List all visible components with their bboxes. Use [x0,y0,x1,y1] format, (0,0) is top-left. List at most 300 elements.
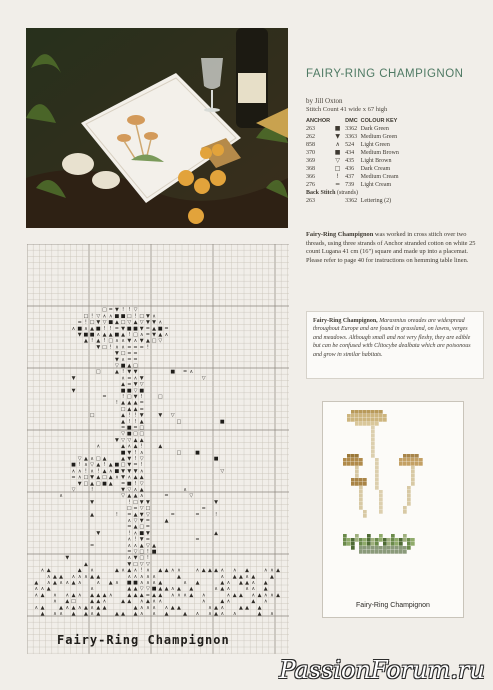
chart-symbol: ■ [126,425,132,431]
chart-symbol: ∧ [133,567,138,574]
stitch-pixel [375,538,379,542]
chart-symbol: ▽ [158,338,163,345]
chart-symbol: ∧ [108,592,113,599]
chart-symbol: = [127,381,132,388]
chart-symbol: ∧ [133,338,138,345]
stitch-pixel [379,498,383,502]
chart-symbol: ! [115,400,118,407]
chart-symbol: ∧ [208,611,212,617]
chart-symbol: ! [128,412,131,419]
chart-symbol: ∧ [127,542,132,549]
chart-symbol: ▲ [133,611,138,617]
chart-symbol: ∧ [152,598,156,605]
preview-illustration [323,402,463,597]
chart-symbol: ▲ [245,580,250,586]
stitch-pixel [359,546,363,550]
stitch-pixel [359,490,363,494]
chart-symbol: ▼ [127,456,132,462]
chart-symbol: ■ [213,456,219,462]
stitch-pixel [363,414,367,418]
chart-symbol: ■ [126,580,132,586]
chart-symbol: ▲ [133,319,138,326]
stitch-pixel [379,538,383,542]
chart-symbol: ! [128,332,131,338]
chart-symbol: ∧ [189,369,194,376]
chart-symbol: = [145,518,151,524]
stitch-pixel [367,534,371,538]
chart-symbol: ▲ [127,363,132,369]
chart-symbol: ▲ [158,567,163,574]
chart-symbol: ▲ [121,381,126,388]
chart-symbol: ∧ [146,604,150,611]
chart-symbol: ∧ [220,611,225,617]
stitch-pixel [375,474,379,478]
stitch-pixel [359,458,363,462]
chart-symbol: ▲ [121,418,126,425]
stitch-pixel [379,534,383,538]
stitch-pixel [399,538,403,542]
chart-symbol: ▲ [139,418,144,425]
chart-symbol: □ [95,456,101,462]
anchor-code: 369 [306,158,315,164]
chart-symbol: ∧ [251,580,256,586]
chart-symbol: ■ [151,549,157,555]
chart-symbol: ▽ [189,493,194,500]
stitch-pixel [391,534,395,538]
stitch-pixel [407,462,411,466]
chart-symbol: □ [126,394,132,400]
chart-symbol: ! [134,480,137,487]
chart-symbol: ■ [120,363,126,369]
stitch-pixel [379,414,383,418]
stitch-pixel [411,462,415,466]
stitch-pixel [379,546,383,550]
chart-symbol: □ [108,338,114,345]
chart-symbol: ∧ [133,375,138,382]
chart-symbol: ▲ [139,542,144,549]
chart-symbol: □ [95,369,101,376]
chart-symbol: ▲ [158,592,163,599]
chart-symbol: ∧ [65,604,70,611]
chart-symbol: ▲ [127,400,132,407]
chart-symbol: ∧ [59,493,63,500]
stitch-pixel [347,414,351,418]
chart-symbol: □ [133,431,138,438]
chart-symbol: = [145,592,151,599]
key-row [306,125,402,133]
stitch-pixel [371,538,375,542]
stitch-pixel [387,542,391,546]
colour-name: Dark Green [360,126,389,132]
chart-symbol: ∧ [208,604,212,611]
stitch-pixel [395,538,399,542]
chart-symbol: ▼ [114,437,119,444]
chart-symbol: ∧ [139,573,144,580]
chart-symbol: ▽ [127,319,132,326]
chart-symbol: ▲ [251,573,256,580]
chart-symbol: ▼ [114,356,119,363]
chart-symbol: ∧ [220,567,225,574]
chart-symbol: ▽ [121,431,126,438]
stitch-pixel [355,454,359,458]
chart-symbol: ■ [219,418,225,425]
chart-symbol: ∧ [77,592,82,599]
chart-symbol: ▲ [40,611,45,617]
chart-symbol: ∧ [164,604,169,611]
stitch-pixel [355,538,359,542]
chart-symbol: ▲ [133,604,138,611]
chart-symbol: ∧ [214,586,218,593]
stitch-pixel [347,418,351,422]
chart-symbol: ! [91,487,94,493]
chart-symbol: ∧ [170,586,175,593]
chart-symbol: □ [102,344,107,351]
stitch-pixel [371,542,375,546]
chart-symbol: ∧ [121,375,125,382]
stitch-pixel [411,538,415,542]
instructions-body: was worked in cross stitch over two threads, using three strands of Anchor stranded cotton on white 25 count Lugana 41 cm (16") square and made up into a placemat. Please refer to page 40 for instructions on hemming table linen. [306,231,476,264]
chart-symbol: = [108,307,113,314]
stitch-pixel [359,538,363,542]
chart-symbol: ∧ [139,598,144,605]
chart-symbol: ▲ [108,474,113,481]
chart-symbol: ! [140,394,143,400]
chart-symbol: ▲ [257,611,262,617]
chart-symbol: ▲ [121,443,126,450]
stitch-pixel [371,422,375,426]
key-row [306,157,402,165]
stitch-pixel [363,542,367,546]
chart-symbol: ∧ [115,474,119,481]
chart-symbol: ∧ [84,462,88,469]
chart-symbol: ▲ [133,592,138,599]
stitch-pixel [379,510,383,514]
stitch-symbol: ▽ [335,157,340,164]
stitch-pixel [379,418,383,422]
chart-symbol: ∧ [232,567,237,574]
chart-symbol: ∧ [152,580,156,586]
chart-symbol: ▽ [90,462,95,469]
stitch-pixel [383,538,387,542]
chart-symbol: ∧ [121,356,125,363]
chart-symbol: ▼ [121,474,126,481]
chart-symbol: ▼ [139,511,144,518]
chart-symbol: ▼ [77,332,82,338]
stitch-pixel [415,458,419,462]
stitch-pixel [351,458,355,462]
chart-symbol: ▼ [96,344,101,351]
chart-symbol: ∧ [146,573,150,580]
chart-symbol: ▲ [108,462,113,469]
stitch-pixel [403,454,407,458]
colour-name: Lettering (2) [360,198,392,204]
stitch-pixel [363,514,367,518]
chart-symbol: = [133,462,138,469]
stitch-pixel [355,422,359,426]
chart-symbol: ▲ [114,611,119,617]
chart-symbol: □ [83,313,89,320]
chart-symbol: ▲ [145,338,150,345]
stitch-pixel [371,434,375,438]
chart-symbol: ∧ [133,542,138,549]
chart-symbol: ∧ [115,344,119,351]
chart-symbol: ∧ [183,592,187,599]
stitch-pixel [363,482,367,486]
chart-symbol: ▽ [127,437,132,444]
stitch-symbol: ∧ [335,141,340,148]
chart-symbol: ▽ [139,505,144,512]
chart-symbol: ■ [102,480,107,487]
chart-symbol: ■ [126,387,132,394]
dmc-header: DMC [345,118,358,124]
chart-symbol: ! [134,449,137,456]
colour-name: Dark Cream [360,166,391,172]
chart-symbol: ▲ [189,592,194,599]
stitch-pixel [371,550,375,554]
stitch-pixel [371,454,375,458]
chart-symbol: □ [139,313,145,320]
chart-symbol: ▲ [189,586,194,593]
chart-symbol: ∧ [84,325,88,332]
chart-symbol: ▲ [170,604,175,611]
chart-symbol: ▲ [121,400,126,407]
chart-symbol: ▲ [102,592,107,599]
chart-symbol: ! [78,462,81,469]
chart-symbol: ▼ [133,468,138,475]
chart-symbol: ▲ [59,604,64,611]
chart-symbol: ▼ [145,530,150,537]
chart-symbol: ∧ [127,474,132,481]
chart-symbol: □ [151,338,157,345]
chart-symbol: ▲ [133,400,138,407]
chart-symbol: ▲ [164,586,169,593]
chart-symbol: ▽ [133,518,138,524]
chart-symbol: ∧ [40,586,45,593]
stitch-pixel [407,538,411,542]
chart-symbol: ▼ [145,499,150,506]
chart-symbol: = [127,344,132,351]
chart-symbol: ∧ [177,567,181,574]
chart-symbol: ▲ [263,580,268,586]
chart-symbol: ▲ [96,338,101,345]
chart-symbol: = [133,356,138,363]
chart-symbol: ▼ [96,530,101,537]
chart-symbol: ▲ [263,586,268,593]
chart-symbol: ▲ [121,611,126,617]
chart-symbol: ▼ [127,449,132,456]
chart-symbol: ! [140,443,143,450]
stitch-pixel [411,454,415,458]
chart-symbol: □ [133,332,138,338]
chart-symbol: ▼ [158,412,163,419]
chart-symbol: ▲ [269,573,274,580]
chart-symbol: □ [120,319,126,326]
stitch-pixel [359,550,363,554]
chart-symbol: ∧ [65,592,70,599]
chart-symbol: ▼ [152,319,157,326]
chart-symbol: ▽ [114,363,119,369]
stitch-pixel [351,454,355,458]
stitch-pixel [407,502,411,506]
stitch-pixel [343,462,347,466]
chart-symbol: ▲ [176,604,181,611]
chart-symbol: ▲ [214,604,219,611]
stitch-pixel [371,426,375,430]
species-note-box [306,311,484,379]
chart-symbol: □ [83,474,89,481]
chart-symbol: □ [139,524,145,531]
chart-symbol: = [145,325,151,332]
chart-symbol: ▲ [158,443,163,450]
chart-symbol: ! [103,338,106,345]
chart-symbol: ∧ [133,530,138,537]
stitch-pixel [355,418,359,422]
anchor-code: 263 [306,198,315,204]
chart-symbol: ▽ [121,493,126,500]
chart-symbol: = [120,480,126,487]
chart-symbol: ▲ [133,406,138,413]
chart-symbol: ▼ [133,555,138,562]
stitch-pixel [407,494,411,498]
stitch-pixel [379,506,383,510]
chart-symbol: ▲ [71,580,76,586]
chart-symbol: ▽ [71,487,76,493]
stitch-pixel [359,542,363,546]
chart-symbol: ▲ [152,325,157,332]
stitch-pixel [411,478,415,482]
chart-symbol: ▼ [139,412,144,419]
chart-symbol: □ [120,406,126,413]
stitch-pixel [355,414,359,418]
chart-symbol: ▽ [133,549,138,555]
chart-symbol: ∧ [226,598,231,605]
chart-symbol: = [77,319,82,326]
chart-symbol: ▽ [96,313,101,320]
chart-symbol: ∧ [90,604,94,611]
chart-symbol: ▲ [214,567,219,574]
chart-symbol: ▲ [127,598,132,605]
chart-symbol: ■ [120,387,126,394]
chart-symbol: ▲ [176,586,181,593]
chart-symbol: ▽ [170,412,175,419]
stitch-pixel [407,542,411,546]
key-row [306,133,402,141]
stitch-pixel [359,462,363,466]
chart-symbol: ∧ [251,586,256,593]
chart-symbol: ∧ [34,604,39,611]
stitch-pixel [383,418,387,422]
chart-symbol: ▲ [232,592,237,599]
colour-key-header-label: COLOUR KEY [360,118,398,124]
dmc-code: 435 [345,158,355,164]
chart-symbol: ! [91,338,94,345]
chart-symbol: = [145,524,151,531]
chart-symbol: ∧ [245,573,249,580]
chart-symbol: = [114,325,120,332]
chart-symbol: ■ [89,332,95,338]
chart-symbol: ▲ [139,474,144,481]
stitch-count: Stitch Count 41 wide x 67 high [306,106,388,113]
chart-symbol: ∧ [139,580,144,586]
stitch-pixel [375,478,379,482]
stitch-symbol: □ [334,165,341,172]
chart-symbol: ▲ [276,592,281,599]
chart-symbol: ∧ [139,449,144,456]
chart-symbol: ▼ [139,338,144,345]
chart-symbol: ∧ [77,474,82,481]
chart-symbol: ▼ [139,325,144,332]
chart-symbol: ▲ [133,524,138,531]
chart-symbol: = [201,505,206,512]
key-row [306,165,402,173]
stitch-pixel [343,534,347,538]
chart-symbol: ∧ [195,611,200,617]
colour-key-table [306,117,402,205]
instructions-paragraph [306,231,478,265]
stitch-pixel [347,458,351,462]
chart-symbol: ▲ [276,567,281,574]
stitch-pixel [351,462,355,466]
chart-symbol: ▲ [102,468,107,475]
chart-symbol: ▲ [34,580,39,586]
chart-symbol: □ [89,319,95,326]
chart-symbol: ■ [133,325,138,332]
chart-symbol: ▲ [96,592,101,599]
chart-symbol: ∧ [115,580,119,586]
stitch-pixel [395,546,399,550]
stitch-pixel [411,482,415,486]
chart-symbol: = [127,375,132,382]
chart-symbol: ▲ [257,604,262,611]
stitch-pixel [403,506,407,510]
chart-symbol: ▲ [158,580,163,586]
chart-symbol: = [195,511,200,518]
chart-symbol: ■ [108,319,114,326]
chart-symbol: ▼ [145,313,150,320]
chart-symbol: ▽ [201,375,206,382]
stitch-pixel [399,546,403,550]
chart-symbol: ▼ [139,536,144,543]
chart-symbol: ! [146,344,149,351]
stitch-pixel [359,410,363,414]
stitch-pixel [415,462,419,466]
chart-symbol: ∧ [152,611,156,617]
stitch-pixel [371,446,375,450]
chart-symbol: ∧ [71,325,76,332]
chart-symbol: ▲ [90,573,95,580]
stitch-pixel [395,550,399,554]
chart-symbol: ▲ [133,586,138,593]
chart-symbol: ▲ [238,604,243,611]
stitch-pixel [359,422,363,426]
stitch-pixel [419,458,423,462]
chart-symbol: ▼ [133,369,138,376]
chart-symbol: = [195,536,200,543]
chart-symbol: ∧ [183,487,187,493]
chart-symbol: ▼ [90,499,95,506]
chart-symbol: ∧ [77,573,82,580]
chart-symbol: ▽ [139,456,144,462]
chart-symbol: □ [139,425,145,431]
chart-symbol: ▲ [238,592,243,599]
chart-symbol: ▲ [71,592,76,599]
chart-symbol: ▲ [251,598,256,605]
colour-name: Medium Green [360,134,398,140]
stitch-pixel [363,538,367,542]
chart-symbol: = [145,536,151,543]
chart-symbol: ∧ [127,573,132,580]
chart-symbol: ∧ [158,319,163,326]
